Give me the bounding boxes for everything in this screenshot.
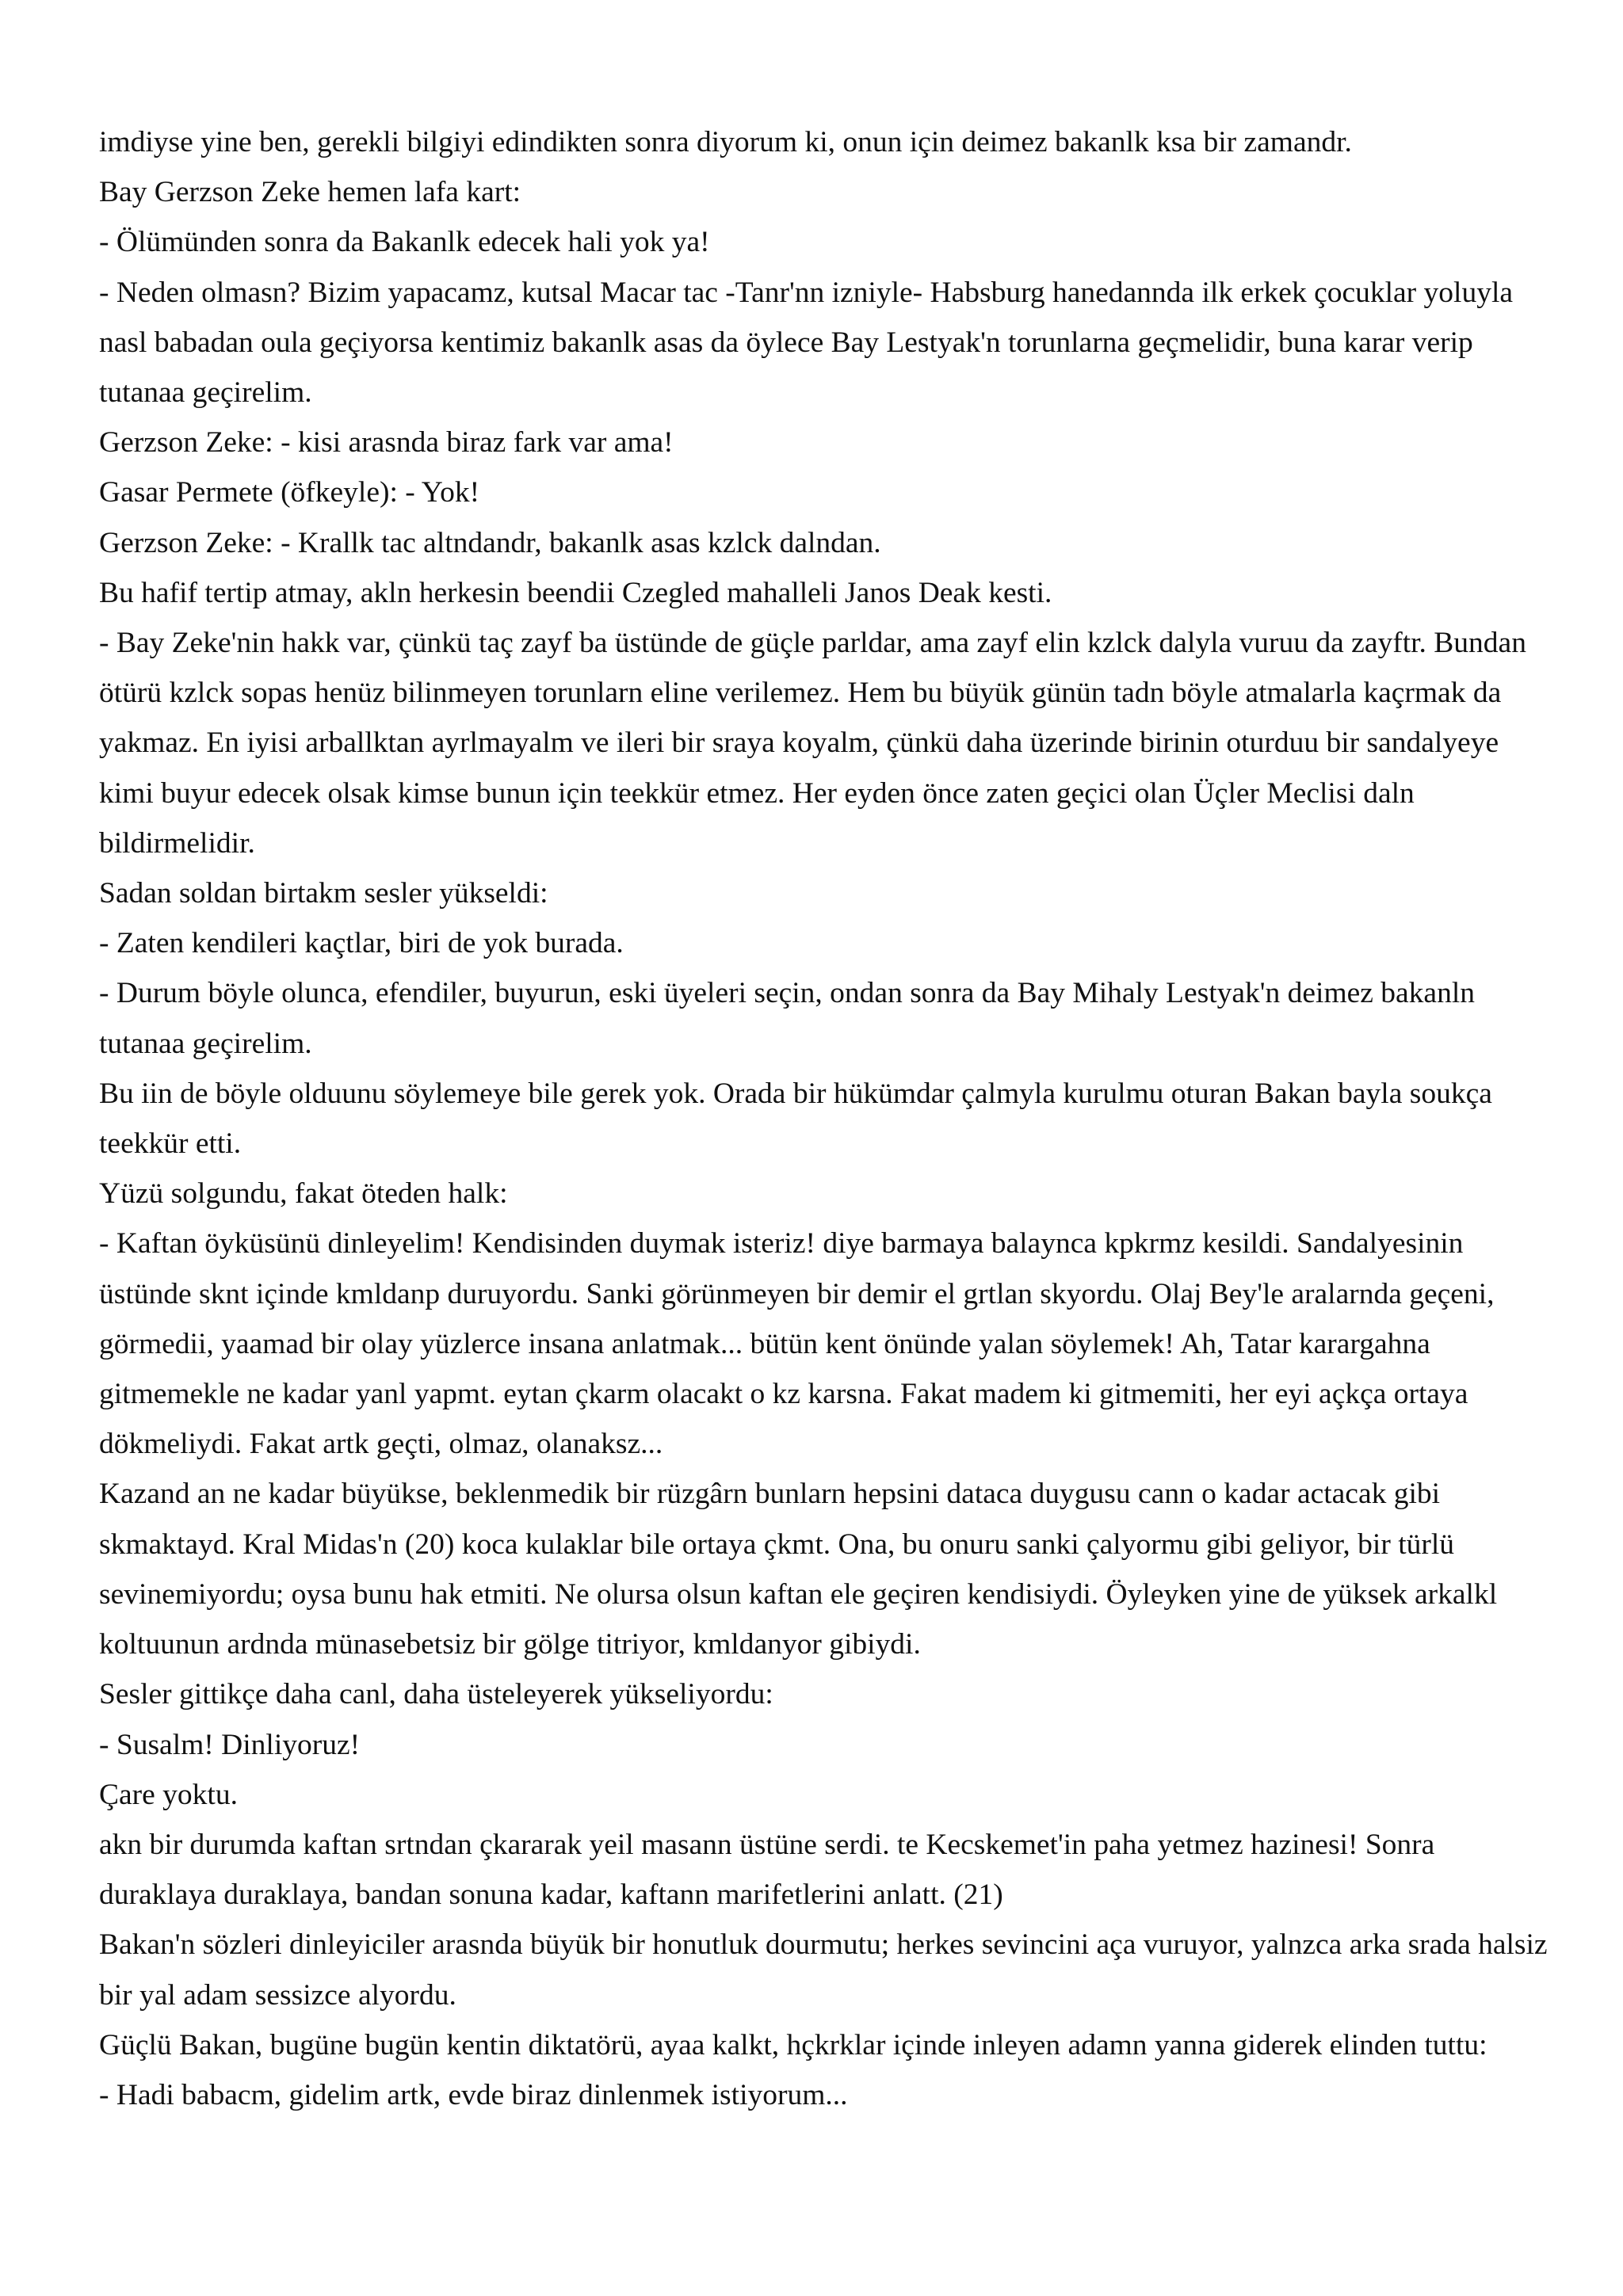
paragraph: Sadan soldan birtakm sesler yükseldi: bbox=[99, 877, 548, 910]
document-page bbox=[99, 117, 1549, 2120]
paragraph: - Ölümünden sonra da Bakanlk edecek hali yok ya! bbox=[99, 226, 710, 259]
paragraph: - Kaftan öyküsünü dinleyelim! Kendisinden duymak isteriz! diye barmaya balaynca kpkrmz kesildi. Sandalyesinin üstünde sknt içinde kmldanp duruyordu. Sanki görünmeyen bir demir el grtlan skyordu. Olaj Bey'le aralarnda geçeni, görmedii, yaamad bir olay yüzlerce insana anlatmak... bütün kent önünde yalan söylemek! Ah, Tatar karargahna gitmemekle ne kadar yanl yapmt. eytan çkarm olacakt o kz karsna. Fakat madem ki gitmemiti, her eyi açkça ortaya dökmeliydi. Fakat artk geçti, olmaz, olanaksz... bbox=[99, 1227, 1495, 1461]
paragraph: - Durum böyle olunca, efendiler, buyurun, eski üyeleri seçin, ondan sonra da Bay Mihaly Lestyak'n deimez bakanln tutanaa geçirelim. bbox=[99, 977, 1475, 1060]
paragraph: Bay Gerzson Zeke hemen lafa kart: bbox=[99, 176, 521, 209]
paragraph: Sesler gittikçe daha canl, daha üsteleyerek yükseliyordu: bbox=[99, 1678, 773, 1711]
paragraph: Gerzson Zeke: - kisi arasnda biraz fark var ama! bbox=[99, 426, 674, 460]
paragraph: Güçlü Bakan, bugüne bugün kentin diktatörü, ayaa kalkt, hçkrklar içinde inleyen adamn yanna giderek elinden tuttu: bbox=[99, 2028, 1487, 2061]
paragraph: Bu iin de böyle olduunu söylemeye bile gerek yok. Orada bir hükümdar çalmyla kurulmu oturan Bakan bayla soukça teekkür etti. bbox=[99, 1077, 1492, 1161]
paragraph: Bakan'n sözleri dinleyiciler arasnda büyük bir honutluk dourmutu; herkes sevincini aça vuruyor, yalnzca arka srada halsiz bir yal adam sessizce alyordu. bbox=[99, 1928, 1548, 2012]
paragraph: - Zaten kendileri kaçtlar, biri de yok burada. bbox=[99, 927, 624, 960]
paragraph: - Neden olmasn? Bizim yapacamz, kutsal Macar tac -Tanr'nn izniyle- Habsburg hanedannda ilk erkek çocuklar yoluyla nasl babadan oula geçiyorsa kentimiz bakanlk asas da öylece Bay Lestyak'n torunlarna geçmelidir, buna karar verip tutanaa geçirelim. bbox=[99, 276, 1514, 410]
paragraph: - Bay Zeke'nin hakk var, çünkü taç zayf ba üstünde de güçle parldar, ama zayf elin kzlck dalyla vuruu da zayftr. Bundan ötürü kzlck sopas henüz bilinmeyen torunlarn eline verilemez. Hem bu büyük günün tadn böyle atmalarla kaçrmak da yakmaz. En iyisi arballktan ayrlmayalm ve ileri bir sraya koyalm, çünkü daha üzerinde birinin oturduu bir sandalyeye kimi buyur edecek olsak kimse bunun için teekkür etmez. Her eyden önce zaten geçici olan Üçler Meclisi daln bildirmelidir. bbox=[99, 627, 1526, 860]
paragraph: Çare yoktu. bbox=[99, 1778, 238, 1811]
paragraph: Kazand an ne kadar büyükse, beklenmedik bir rüzgârn bunlarn hepsini dataca duygusu cann o kadar actacak gibi skmaktayd. Kral Midas'n (20) koca kulaklar bile ortaya çkmt. Ona, bu onuru sanki çalyormu gibi geliyor, bir türlü sevinemiyordu; oysa bunu hak etmiti. Ne olursa olsun kaftan ele geçiren kendisiydi. Öyleyken yine de yüksek arkalkl koltuunun ardnda münasebetsiz bir gölge titriyor, kmldanyor gibiydi. bbox=[99, 1478, 1498, 1661]
paragraph: akn bir durumda kaftan srtndan çkararak yeil masann üstüne serdi. te Kecskemet'in paha yetmez hazinesi! Sonra duraklaya duraklaya, bandan sonuna kadar, kaftann marifetlerini anlatt. (21) bbox=[99, 1828, 1435, 1912]
paragraph: Bu hafif tertip atmay, akln herkesin beendii Czegled mahalleli Janos Deak kesti. bbox=[99, 576, 1052, 609]
paragraph: - Susalm! Dinliyoruz! bbox=[99, 1728, 361, 1761]
paragraph: imdiyse yine ben, gerekli bilgiyi edindikten sonra diyorum ki, onun için deimez bakanlk ksa bir zamandr. bbox=[99, 126, 1352, 158]
paragraph: Yüzü solgundu, fakat öteden halk: bbox=[99, 1177, 508, 1211]
paragraph: Gerzson Zeke: - Krallk tac altndandr, bakanlk asas kzlck dalndan. bbox=[99, 526, 881, 559]
paragraph: Gasar Permete (öfkeyle): - Yok! bbox=[99, 476, 480, 509]
paragraph: - Hadi babacm, gidelim artk, evde biraz dinlenmek istiyorum... bbox=[99, 2078, 848, 2111]
